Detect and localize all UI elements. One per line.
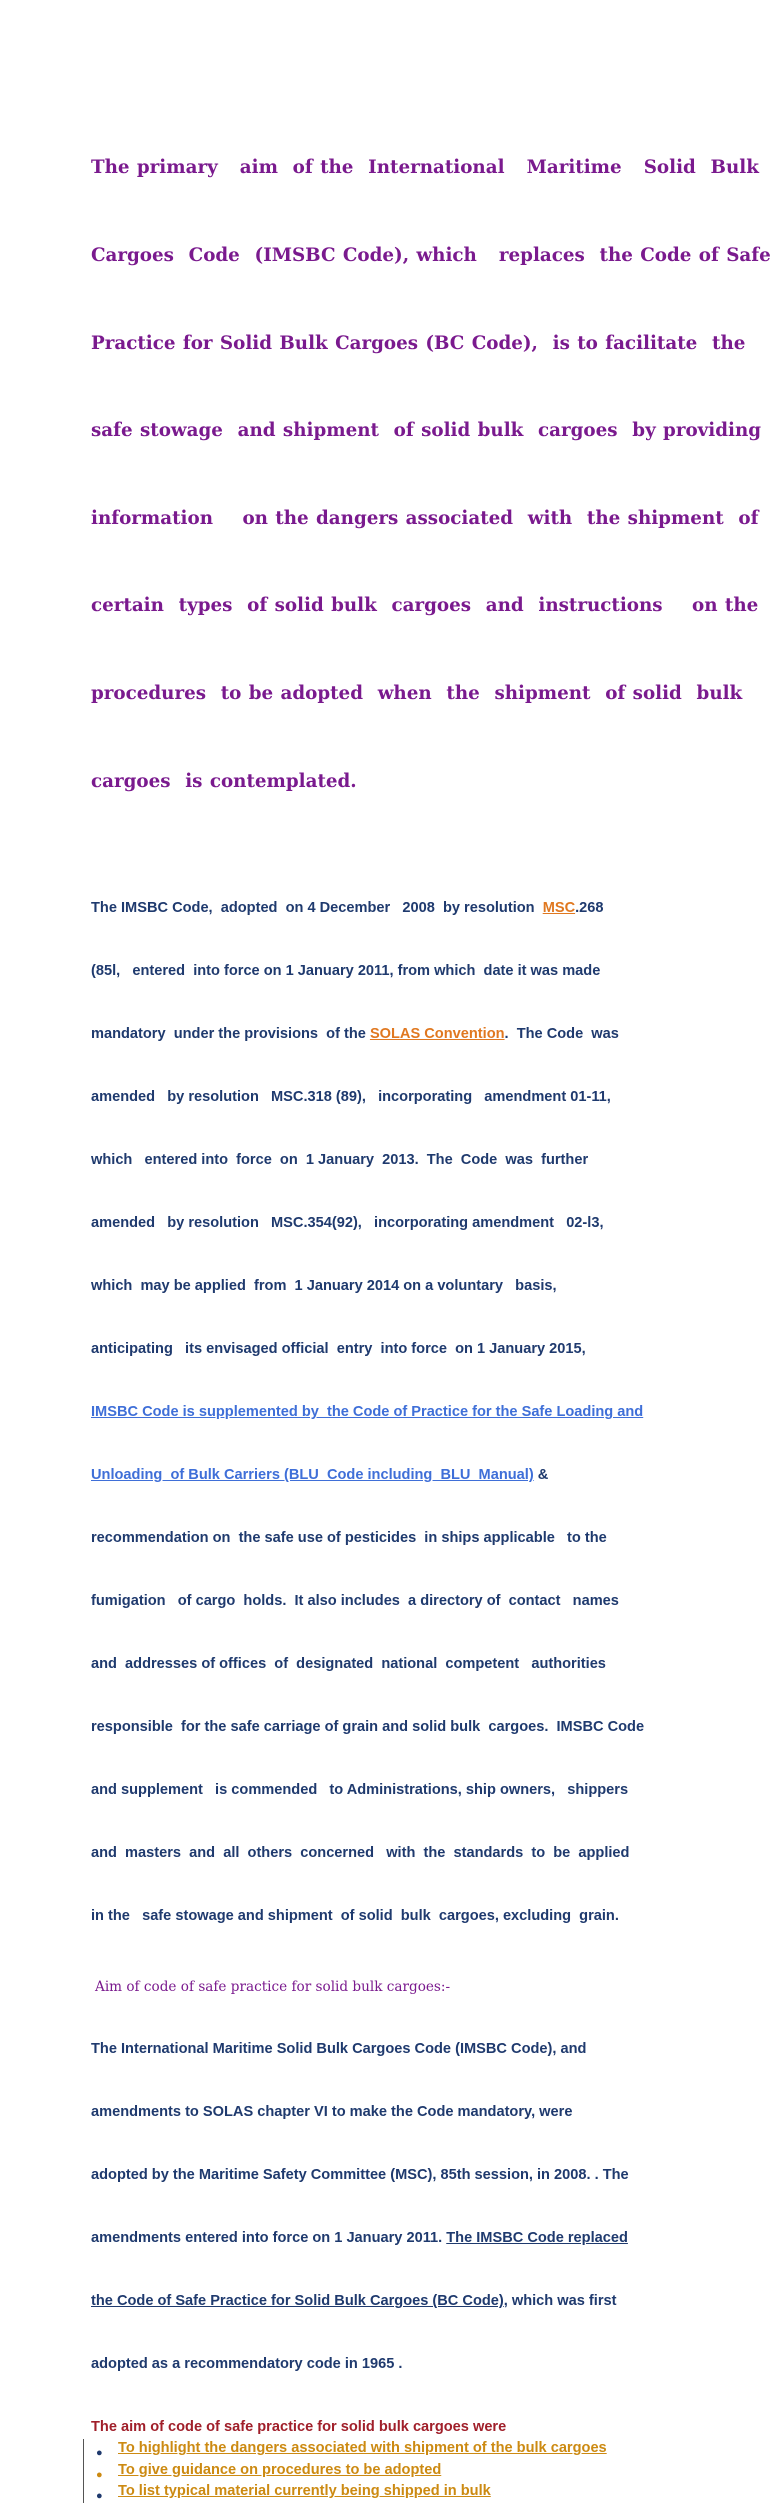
bullet-icon: ● xyxy=(96,2490,103,2503)
blu-manual-link[interactable]: Unloading of Bulk Carriers (BLU Code including BLU Manual) xyxy=(91,1467,534,1484)
list-item[interactable]: ● To highlight the dangers associated with shipment of the bulk cargoes xyxy=(91,2438,691,2460)
text-line: and supplement is commended to Administrations, ship owners, shippers xyxy=(91,1782,629,1799)
intro-line: The primary aim of the International Maritime Solid Bulk xyxy=(91,157,759,179)
intro-line: safe stowage and shipment of solid bulk cargoes by providing xyxy=(91,420,762,442)
text-line: recommendation on the safe use of pesticides in ships applicable to the xyxy=(91,1530,607,1547)
list-item[interactable]: ● To list typical material currently being shipped in bulk xyxy=(91,2481,691,2503)
text-line: the Code of Safe Practice for Solid Bulk Cargoes (BC Code), which was first xyxy=(91,2293,617,2310)
intro-line: certain types of solid bulk cargoes and instructions on the xyxy=(91,595,759,617)
bc-code-link[interactable]: the Code of Safe Practice for Solid Bulk Cargoes (BC Code) xyxy=(91,2293,504,2310)
solas-convention-link[interactable]: SOLAS Convention xyxy=(369,1026,505,1043)
text-line: amended by resolution MSC.354(92), incorporating amendment 02-l3, xyxy=(91,1215,604,1232)
text-line: The International Maritime Solid Bulk Cargoes Code (IMSBC Code), and xyxy=(91,2041,587,2058)
bullet-icon: ● xyxy=(96,2468,103,2481)
intro-line: information on the dangers associated with the shipment of xyxy=(91,507,759,529)
text-line: amended by resolution MSC.318 (89), incorporating amendment 01-11, xyxy=(91,1089,611,1106)
imsbc-history-paragraph xyxy=(91,1997,691,2417)
text-line: Unloading of Bulk Carriers (BLU Code including BLU Manual) & xyxy=(91,1467,549,1484)
intro-line: Cargoes Code (IMSBC Code), which replaces the Code of Safe xyxy=(91,245,771,267)
text-line: in the safe stowage and shipment of solid bulk cargoes, excluding grain. xyxy=(91,1908,619,1925)
text-line: (85l, entered into force on 1 January 2011, from which date it was made xyxy=(91,963,601,980)
intro-paragraph xyxy=(91,95,771,854)
text-line: amendments entered into force on 1 January 2011. The IMSBC Code replaced xyxy=(91,2230,628,2247)
msc-link[interactable]: MSC xyxy=(542,900,576,917)
aim-heading: The aim of code of safe practice for solid bulk cargoes were xyxy=(91,2419,507,2436)
text-line: The IMSBC Code, adopted on 4 December 2008 by resolution MSC.268 xyxy=(91,900,604,917)
text-line: and addresses of offices of designated national competent authorities xyxy=(91,1656,606,1673)
aim-sub-heading: Aim of code of safe practice for solid bulk cargoes:- xyxy=(95,1979,451,1996)
list-margin-bar xyxy=(83,2439,84,2503)
text-line: fumigation of cargo holds. It also includes a directory of contact names xyxy=(91,1593,619,1610)
intro-line: procedures to be adopted when the shipment of solid bulk xyxy=(91,683,743,705)
text-line xyxy=(91,1402,691,1423)
document-page xyxy=(91,95,771,2503)
text-line: anticipating its envisaged official entry into force on 1 January 2015, xyxy=(91,1341,586,1358)
bullet-icon: ● xyxy=(96,2447,103,2460)
text-line: mandatory under the provisions of the SOLAS Convention. The Code was xyxy=(91,1026,619,1043)
text-line: which entered into force on 1 January 2013. The Code was further xyxy=(91,1152,589,1169)
aim-bullet-list xyxy=(91,2438,691,2503)
intro-line: cargoes is contemplated. xyxy=(91,770,357,792)
text-line: which may be applied from 1 January 2014 on a voluntary basis, xyxy=(91,1278,557,1295)
imsbc-replaced-link[interactable]: The IMSBC Code replaced xyxy=(446,2230,628,2247)
text-line: responsible for the safe carriage of grain and solid bulk cargoes. IMSBC Code xyxy=(91,1719,645,1736)
text-line: adopted by the Maritime Safety Committee (MSC), 85th session, in 2008. . The xyxy=(91,2167,629,2184)
list-item[interactable]: ● To give guidance on procedures to be adopted xyxy=(91,2460,691,2482)
text-line: adopted as a recommendatory code in 1965 . xyxy=(91,2356,403,2373)
blu-code-link[interactable]: IMSBC Code is supplemented by the Code of Practice for the Safe Loading and xyxy=(91,1404,644,1421)
text-line: amendments to SOLAS chapter VI to make the Code mandatory, were xyxy=(91,2104,573,2121)
imsbc-adoption-paragraph xyxy=(91,856,691,1969)
text-line: and masters and all others concerned with the standards to be applied xyxy=(91,1845,630,1862)
intro-line: Practice for Solid Bulk Cargoes (BC Code), is to facilitate the xyxy=(91,332,746,354)
